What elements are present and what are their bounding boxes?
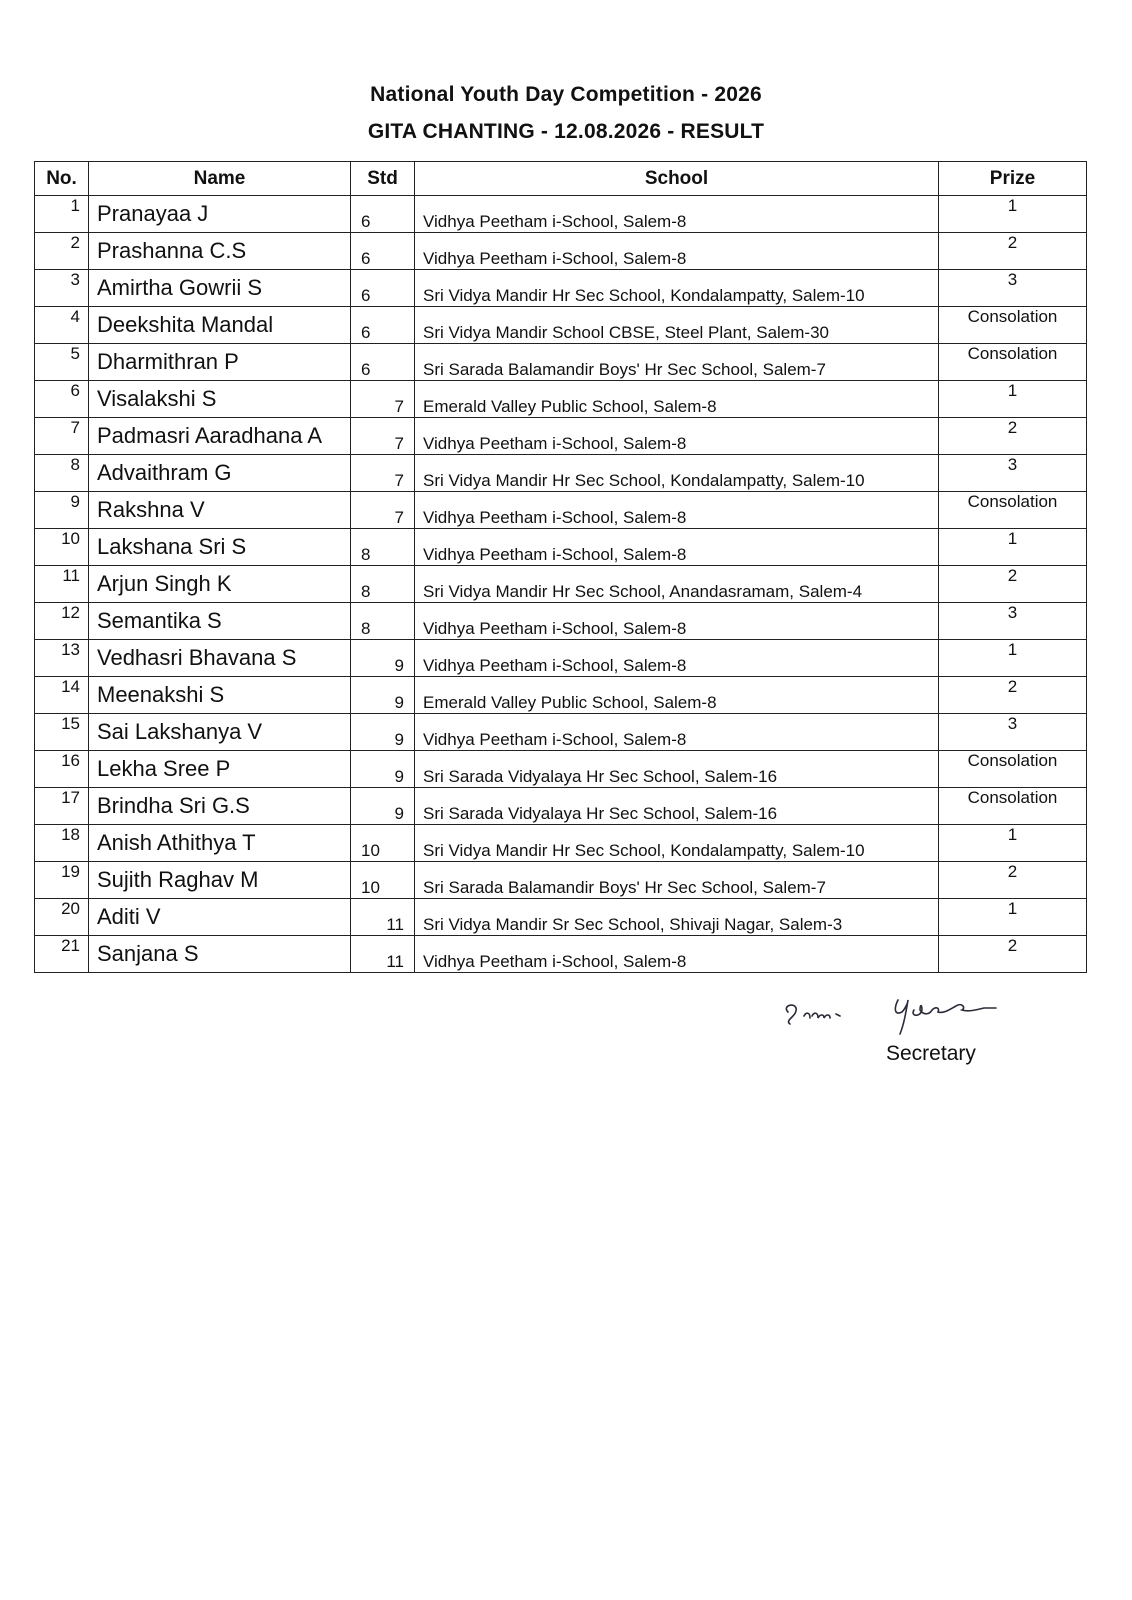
participant-name: Aditi V [89,899,351,936]
row-number: 12 [35,603,89,640]
participant-school: Sri Vidya Mandir Sr Sec School, Shivaji Nagar, Salem-3 [415,899,939,936]
participant-prize: 3 [939,714,1087,751]
participant-school: Sri Sarada Balamandir Boys' Hr Sec School, Salem-7 [415,344,939,381]
participant-prize: 2 [939,936,1087,973]
participant-name: Rakshna V [89,492,351,529]
participant-prize: 1 [939,196,1087,233]
row-number: 15 [35,714,89,751]
participant-std: 9 [351,788,415,825]
secretary-label: Secretary [886,1042,976,1065]
participant-name: Semantika S [89,603,351,640]
table-row [35,566,1087,603]
row-number: 2 [35,233,89,270]
participant-prize: 3 [939,455,1087,492]
participant-name: Advaithram G [89,455,351,492]
participant-name: Sanjana S [89,936,351,973]
participant-name: Brindha Sri G.S [89,788,351,825]
row-number: 9 [35,492,89,529]
participant-school: Emerald Valley Public School, Salem-8 [415,677,939,714]
participant-prize: 2 [939,233,1087,270]
participant-name: Amirtha Gowrii S [89,270,351,307]
participant-school: Vidhya Peetham i-School, Salem-8 [415,640,939,677]
table-row [35,196,1087,233]
participant-name: Lekha Sree P [89,751,351,788]
participant-prize: 2 [939,566,1087,603]
participant-name: Pranayaa J [89,196,351,233]
participant-school: Sri Sarada Balamandir Boys' Hr Sec School, Salem-7 [415,862,939,899]
table-row [35,529,1087,566]
table-row [35,640,1087,677]
participant-prize: 1 [939,529,1087,566]
participant-name: Meenakshi S [89,677,351,714]
participant-school: Vidhya Peetham i-School, Salem-8 [415,418,939,455]
participant-name: Vedhasri Bhavana S [89,640,351,677]
participant-std: 6 [351,233,415,270]
participant-std: 7 [351,418,415,455]
participant-name: Deekshita Mandal [89,307,351,344]
participant-school: Vidhya Peetham i-School, Salem-8 [415,603,939,640]
row-number: 5 [35,344,89,381]
table-row [35,899,1087,936]
table-row [35,344,1087,381]
participant-std: 11 [351,936,415,973]
table-row [35,307,1087,344]
participant-school: Emerald Valley Public School, Salem-8 [415,381,939,418]
row-number: 21 [35,936,89,973]
participant-std: 9 [351,751,415,788]
participant-prize: 2 [939,677,1087,714]
participant-std: 6 [351,344,415,381]
row-number: 17 [35,788,89,825]
participant-std: 7 [351,492,415,529]
participant-prize: 3 [939,270,1087,307]
row-number: 20 [35,899,89,936]
row-number: 6 [35,381,89,418]
participant-std: 11 [351,899,415,936]
secretary-signature [780,990,1020,1040]
participant-std: 6 [351,196,415,233]
participant-prize: 2 [939,862,1087,899]
table-row [35,677,1087,714]
participant-std: 8 [351,566,415,603]
table-row [35,751,1087,788]
participant-std: 10 [351,825,415,862]
column-header-school: School [415,162,939,196]
row-number: 4 [35,307,89,344]
row-number: 13 [35,640,89,677]
participant-prize: 2 [939,418,1087,455]
participant-school: Sri Vidya Mandir Hr Sec School, Kondalampatty, Salem-10 [415,455,939,492]
row-number: 8 [35,455,89,492]
participant-std: 8 [351,529,415,566]
participant-std: 10 [351,862,415,899]
row-number: 7 [35,418,89,455]
participant-prize: Consolation [939,492,1087,529]
row-number: 11 [35,566,89,603]
participant-school: Vidhya Peetham i-School, Salem-8 [415,196,939,233]
participant-school: Sri Vidya Mandir School CBSE, Steel Plant, Salem-30 [415,307,939,344]
table-row [35,714,1087,751]
table-row [35,603,1087,640]
participant-school: Sri Vidya Mandir Hr Sec School, Kondalampatty, Salem-10 [415,825,939,862]
row-number: 1 [35,196,89,233]
participant-prize: Consolation [939,307,1087,344]
table-row [35,233,1087,270]
participant-prize: 1 [939,899,1087,936]
participant-name: Dharmithran P [89,344,351,381]
row-number: 3 [35,270,89,307]
row-number: 14 [35,677,89,714]
participant-prize: 1 [939,381,1087,418]
row-number: 18 [35,825,89,862]
participant-prize: 3 [939,603,1087,640]
event-result-title: GITA CHANTING - 12.08.2026 - RESULT [367,120,765,143]
participant-name: Arjun Singh K [89,566,351,603]
participant-prize: Consolation [939,344,1087,381]
row-number: 19 [35,862,89,899]
participant-name: Sujith Raghav M [89,862,351,899]
participant-school: Vidhya Peetham i-School, Salem-8 [415,529,939,566]
results-table-body [35,196,1087,973]
results-table [34,161,1087,973]
document-header [0,76,1132,150]
table-row [35,270,1087,307]
participant-school: Sri Sarada Vidyalaya Hr Sec School, Salem-16 [415,751,939,788]
table-row [35,418,1087,455]
participant-std: 6 [351,307,415,344]
participant-std: 6 [351,270,415,307]
table-row [35,788,1087,825]
participant-prize: Consolation [939,788,1087,825]
participant-name: Visalakshi S [89,381,351,418]
participant-prize: 1 [939,825,1087,862]
participant-prize: Consolation [939,751,1087,788]
participant-name: Lakshana Sri S [89,529,351,566]
participant-school: Sri Vidya Mandir Hr Sec School, Anandasramam, Salem-4 [415,566,939,603]
column-header-name: Name [89,162,351,196]
table-row [35,492,1087,529]
row-number: 10 [35,529,89,566]
participant-std: 9 [351,640,415,677]
participant-name: Anish Athithya T [89,825,351,862]
participant-name: Prashanna C.S [89,233,351,270]
participant-school: Sri Vidya Mandir Hr Sec School, Kondalampatty, Salem-10 [415,270,939,307]
participant-std: 7 [351,381,415,418]
competition-title: National Youth Day Competition - 2026 [370,83,762,106]
participant-prize: 1 [939,640,1087,677]
participant-std: 9 [351,677,415,714]
participant-school: Vidhya Peetham i-School, Salem-8 [415,936,939,973]
row-number: 16 [35,751,89,788]
participant-name: Sai Lakshanya V [89,714,351,751]
table-row [35,455,1087,492]
participant-std: 9 [351,714,415,751]
participant-school: Vidhya Peetham i-School, Salem-8 [415,714,939,751]
participant-school: Sri Sarada Vidyalaya Hr Sec School, Salem-16 [415,788,939,825]
column-header-no: No. [35,162,89,196]
column-header-std: Std [351,162,415,196]
column-header-prize: Prize [939,162,1087,196]
participant-school: Vidhya Peetham i-School, Salem-8 [415,492,939,529]
table-row [35,862,1087,899]
participant-school: Vidhya Peetham i-School, Salem-8 [415,233,939,270]
table-header-row [35,162,1087,196]
table-row [35,825,1087,862]
table-row [35,936,1087,973]
table-row [35,381,1087,418]
participant-std: 8 [351,603,415,640]
participant-std: 7 [351,455,415,492]
participant-name: Padmasri Aaradhana A [89,418,351,455]
